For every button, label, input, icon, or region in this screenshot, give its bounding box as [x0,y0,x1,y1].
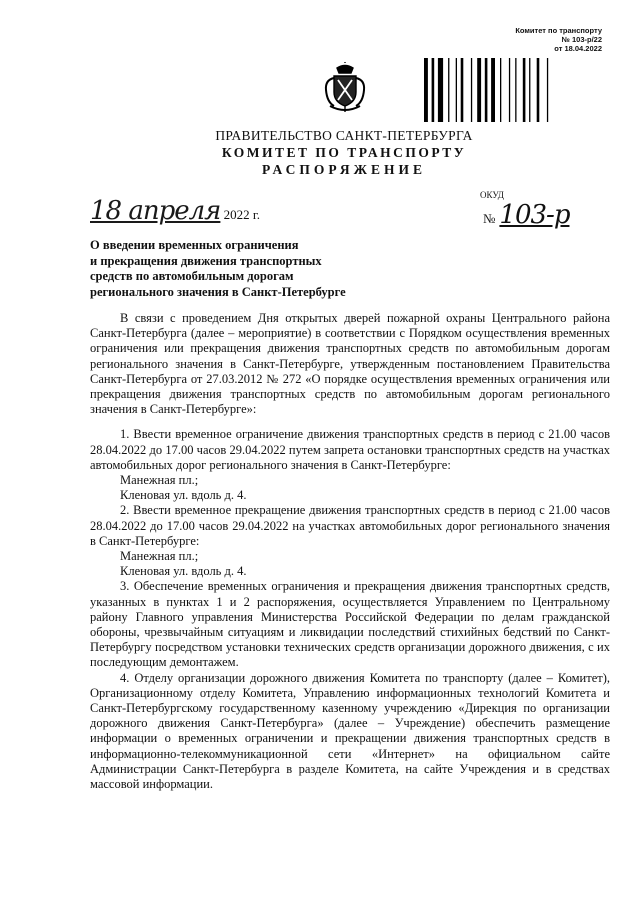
item-2-location-b: Кленовая ул. вдоль д. 4. [120,564,247,579]
document-body [90,311,610,792]
barcode-bar [438,58,443,122]
handwritten-date: 18 апреля [90,196,221,226]
registration-stamp [452,26,602,53]
committee-name: КОМИТЕТ ПО ТРАНСПОРТУ [221,145,467,160]
barcode [424,58,604,122]
barcode-bar [456,58,457,122]
item-1-location-b: Кленовая ул. вдоль д. 4. [120,488,247,503]
barcode-bar [537,58,540,122]
item-4-paragraph: 4. Отделу организации дорожного движения Комитета по транспорту (далее – Комитет), Организационному отделу Комитета, Управлению информационных технологий Комитета и Санкт-Петербургскому государственному казенному учреждению «Дирекция по организации дорожного движения Санкт-Петербурга» (далее – Учреждение) обеспечить размещение информации о временных ограничении и прекращении движения транспортных средств в информационно-телекоммуникационной сети «Интернет» на официальном сайте Администрации Санкт-Петербурга в разделе Комитета, на сайте Учреждения и в средствах массовой информации. [90,670,610,792]
item-1-location-a: Манежная пл.; [120,473,199,488]
date-year: 2022 г. [223,207,261,222]
subject-line: О введении временных ограничения [90,238,299,252]
barcode-bar [471,58,472,122]
item-2-paragraph: 2. Ввести временное прекращение движения транспортных средств в период с 21.00 часов 28.04.2022 до 17.00 часов 29.04.2022 на участках автомобильных дорог регионального значения в Санкт-Петербурге: [90,503,610,548]
subject-line: регионального значения в Санкт-Петербурге [90,284,346,299]
subject-line: средств по автомобильным дорогам [90,269,294,283]
handwritten-number: 103-р [499,200,570,230]
document-subject [90,238,390,300]
stamp-line-2: № 103-р/22 [561,35,602,44]
stamp-line-3: от 18.04.2022 [554,44,602,53]
document-date [90,196,260,226]
document-type: РАСПОРЯЖЕНИЕ [261,162,427,177]
barcode-bar [448,58,449,122]
government-name: ПРАВИТЕЛЬСТВО САНКТ-ПЕТЕРБУРГА [215,128,473,143]
item-2-location-a: Манежная пл.; [120,549,199,564]
barcode-bar [491,58,495,122]
document-number [483,200,569,230]
barcode-bar [509,58,510,122]
barcode-bar [461,58,464,122]
coat-of-arms-icon [322,62,368,114]
subject-line: и прекращения движения транспортных [90,253,322,268]
barcode-bar [500,58,501,122]
barcode-bar [485,58,488,122]
barcode-bar [529,58,530,122]
intro-paragraph: В связи с проведением Дня открытых дверей пожарной охраны Центрального района Санкт-Петербурга (далее – мероприятие) в соответствии с Порядком осуществления временных ограничения или прекращения движения транспортных средств по автомобильным дорогам регионального значения в Санкт-Петербурге, утвержденным постановлением Правительства Санкт-Петербурга от 27.03.2012 № 272 «О порядке осуществления временных ограничения или прекращения движения транспортных средств по автомобильным дорогам регионального значения в Санкт-Петербурге»: [90,311,610,417]
barcode-bar [547,58,548,122]
barcode-bar [424,58,428,122]
barcode-bar [432,58,435,122]
barcode-bar [515,58,516,122]
number-prefix: № [483,211,496,226]
okud-label: ОКУД [480,190,504,200]
item-1-paragraph: 1. Ввести временное ограничение движения транспортных средств в период с 21.00 часов 28.04.2022 до 17.00 часов 29.04.2022 путем запрета остановки транспортных средств на участках автомобильных дорог регионального значения в Санкт-Петербурге: [90,427,610,472]
item-3-paragraph: 3. Обеспечение временных ограничения и прекращения движения транспортных средств, указанных в пунктах 1 и 2 распоряжения, осуществляется Управлением по Центральному району Главного управления Министерства Российской Федерации по делам гражданской обороны, чрезвычайным ситуациям и ликвидации последствий стихийных бедствий по Санкт-Петербургу посредством установки технических средств организации дорожного движения, с их последующим демонтажем. [90,579,610,670]
barcode-bar [523,58,526,122]
stamp-line-1: Комитет по транспорту [515,26,602,35]
barcode-bar [477,58,481,122]
